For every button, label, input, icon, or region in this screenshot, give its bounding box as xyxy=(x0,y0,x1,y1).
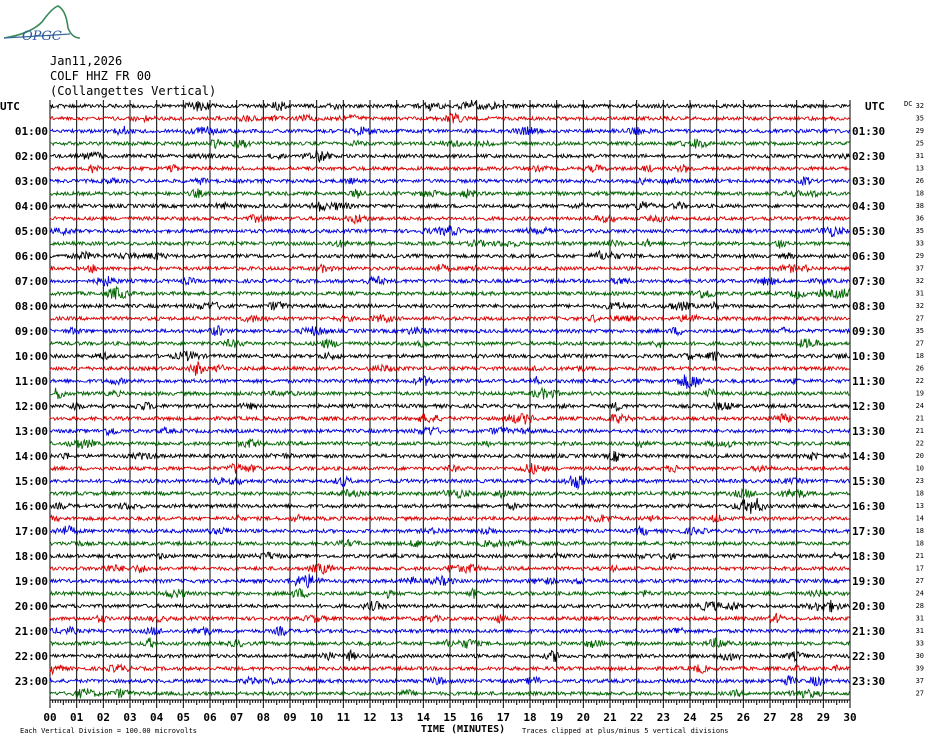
x-tick-label: 13 xyxy=(390,711,404,724)
left-hour-label: 02:00 xyxy=(14,150,48,163)
x-tick-label: 22 xyxy=(630,711,644,724)
left-hour-label: 09:00 xyxy=(14,325,48,338)
left-hour-label: 11:00 xyxy=(14,375,48,388)
x-tick-label: 14 xyxy=(416,711,430,724)
dc-offset-value: 35 xyxy=(915,327,924,335)
x-tick-label: 24 xyxy=(683,711,697,724)
dc-offset-value: 37 xyxy=(915,264,924,273)
x-tick-label: 19 xyxy=(550,711,564,724)
dc-offset-value: 27 xyxy=(915,339,924,348)
x-tick-label: 07 xyxy=(230,711,244,724)
right-hour-label: 16:30 xyxy=(852,500,886,513)
dc-offset-value: 21 xyxy=(915,552,924,560)
left-hour-label: 15:00 xyxy=(14,475,48,488)
x-tick-label: 04 xyxy=(150,711,164,724)
left-hour-label: 17:00 xyxy=(14,525,48,538)
station-location: (Collangettes Vertical) xyxy=(50,84,217,98)
x-tick-label: 29 xyxy=(816,711,830,724)
dc-offset-value: 18 xyxy=(915,352,924,360)
x-tick-label: 21 xyxy=(603,711,617,724)
dc-offset-value: 29 xyxy=(915,127,924,135)
clip-note: Traces clipped at plus/minus 5 vertical divisions xyxy=(522,727,729,735)
x-tick-label: 17 xyxy=(496,711,510,724)
left-hour-label: 08:00 xyxy=(14,300,48,313)
right-hour-label: 05:30 xyxy=(852,225,886,238)
dc-offset-value: 32 xyxy=(915,302,924,310)
dc-offset-value: 29 xyxy=(915,252,924,260)
left-hour-label: 06:00 xyxy=(14,250,48,263)
dc-offset-value: 31 xyxy=(915,627,924,635)
dc-offset-value: 18 xyxy=(915,539,924,548)
dc-offset-value: 26 xyxy=(915,364,924,373)
dc-offset-value: 33 xyxy=(915,239,924,248)
right-hour-label: 08:30 xyxy=(852,300,886,313)
dc-offset-value: 24 xyxy=(915,589,924,598)
left-hour-label: 21:00 xyxy=(14,625,48,638)
dc-offset-value: 14 xyxy=(915,514,924,523)
dc-offset-value: 21 xyxy=(915,427,924,435)
dc-offset-value: 32 xyxy=(915,102,924,110)
left-hour-label: 23:00 xyxy=(14,675,48,688)
dc-offset-value: 19 xyxy=(915,389,924,398)
right-hour-label: 22:30 xyxy=(852,650,886,663)
x-tick-label: 05 xyxy=(176,711,190,724)
dc-offset-value: 10 xyxy=(915,464,924,473)
dc-offset-value: 32 xyxy=(915,277,924,285)
dc-offset-value: 35 xyxy=(915,114,924,123)
x-tick-label: 25 xyxy=(710,711,724,724)
x-tick-label: 01 xyxy=(70,711,84,724)
dc-offset-value: 22 xyxy=(915,439,924,448)
dc-offset-value: 31 xyxy=(915,152,924,160)
right-hour-label: 04:30 xyxy=(852,200,886,213)
dc-offset-value: 31 xyxy=(915,614,924,623)
x-tick-label: 02 xyxy=(96,711,110,724)
dc-offset-value: 25 xyxy=(915,139,924,148)
right-hour-label: 09:30 xyxy=(852,325,886,338)
right-hour-label: 14:30 xyxy=(852,450,886,463)
left-hour-label: 12:00 xyxy=(14,400,48,413)
left-hour-label: 04:00 xyxy=(14,200,48,213)
dc-label: DC xyxy=(904,100,913,108)
dc-offset-value: 36 xyxy=(915,214,924,223)
left-hour-label: 10:00 xyxy=(14,350,48,363)
right-hour-label: 07:30 xyxy=(852,275,886,288)
logo-text: OPGC xyxy=(22,29,62,44)
left-hour-label: 03:00 xyxy=(14,175,48,188)
right-hour-label: 12:30 xyxy=(852,400,886,413)
x-tick-label: 08 xyxy=(256,711,270,724)
dc-offset-value: 13 xyxy=(915,502,924,510)
right-hour-label: 06:30 xyxy=(852,250,886,263)
dc-offset-value: 30 xyxy=(915,652,924,660)
dc-offset-value: 18 xyxy=(915,527,924,535)
x-tick-label: 15 xyxy=(443,711,457,724)
station-code: COLF HHZ FR 00 xyxy=(50,69,152,83)
left-hour-label: 13:00 xyxy=(14,425,48,438)
dc-offset-value: 35 xyxy=(915,227,924,235)
x-tick-label: 10 xyxy=(310,711,324,724)
scale-note: Each Vertical Division = 100.00 microvolts xyxy=(20,727,198,735)
x-tick-label: 09 xyxy=(283,711,297,724)
x-tick-label: 00 xyxy=(43,711,57,724)
left-hour-label: 14:00 xyxy=(14,450,48,463)
right-hour-label: 02:30 xyxy=(852,150,886,163)
x-tick-label: 11 xyxy=(336,711,350,724)
right-hour-label: 03:30 xyxy=(852,175,886,188)
x-tick-label: 16 xyxy=(470,711,484,724)
dc-offset-value: 27 xyxy=(915,314,924,323)
dc-offset-value: 26 xyxy=(915,177,924,185)
dc-offset-value: 13 xyxy=(915,164,924,173)
x-tick-label: 03 xyxy=(123,711,137,724)
x-tick-label: 06 xyxy=(203,711,217,724)
left-hour-label: 20:00 xyxy=(14,600,48,613)
left-hour-label: 07:00 xyxy=(14,275,48,288)
x-tick-label: 26 xyxy=(736,711,750,724)
x-axis-title: TIME (MINUTES) xyxy=(420,724,506,735)
x-tick-label: 27 xyxy=(763,711,777,724)
right-hour-label: 19:30 xyxy=(852,575,886,588)
right-hour-label: 23:30 xyxy=(852,675,886,688)
dc-offset-value: 22 xyxy=(915,377,924,385)
right-hour-label: 13:30 xyxy=(852,425,886,438)
x-tick-label: 23 xyxy=(656,711,670,724)
right-hour-label: 18:30 xyxy=(852,550,886,563)
right-hour-label: 21:30 xyxy=(852,625,886,638)
dc-offset-value: 20 xyxy=(915,452,924,460)
left-hour-label: 22:00 xyxy=(14,650,48,663)
dc-offset-value: 24 xyxy=(915,402,924,410)
dc-offset-value: 38 xyxy=(915,202,924,210)
x-tick-label: 18 xyxy=(523,711,537,724)
x-tick-label: 12 xyxy=(363,711,377,724)
left-hour-label: 05:00 xyxy=(14,225,48,238)
dc-offset-value: 21 xyxy=(915,414,924,423)
x-tick-label: 30 xyxy=(843,711,857,724)
x-tick-label: 28 xyxy=(790,711,804,724)
dc-offset-value: 27 xyxy=(915,689,924,698)
x-tick-label: 20 xyxy=(576,711,590,724)
dc-offset-value: 28 xyxy=(915,602,924,610)
dc-offset-value: 39 xyxy=(915,664,924,673)
right-hour-label: 15:30 xyxy=(852,475,886,488)
dc-offset-value: 27 xyxy=(915,577,924,585)
dc-offset-value: 33 xyxy=(915,639,924,648)
dc-offset-value: 17 xyxy=(915,564,924,573)
dc-offset-value: 31 xyxy=(915,289,924,298)
right-hour-label: 11:30 xyxy=(852,375,886,388)
dc-offset-value: 18 xyxy=(915,489,924,498)
right-hour-label: 17:30 xyxy=(852,525,886,538)
left-hour-label: 01:00 xyxy=(14,125,48,138)
left-hour-label: 18:00 xyxy=(14,550,48,563)
dc-offset-value: 18 xyxy=(915,189,924,198)
chart-date: Jan11,2026 xyxy=(50,54,123,68)
left-hour-label: 16:00 xyxy=(14,500,48,513)
dc-offset-value: 37 xyxy=(915,677,924,685)
dc-offset-value: 23 xyxy=(915,477,924,485)
left-utc-label: UTC xyxy=(0,100,20,113)
right-hour-label: 01:30 xyxy=(852,125,886,138)
right-hour-label: 10:30 xyxy=(852,350,886,363)
right-hour-label: 20:30 xyxy=(852,600,886,613)
right-utc-label: UTC xyxy=(865,100,885,113)
left-hour-label: 19:00 xyxy=(14,575,48,588)
